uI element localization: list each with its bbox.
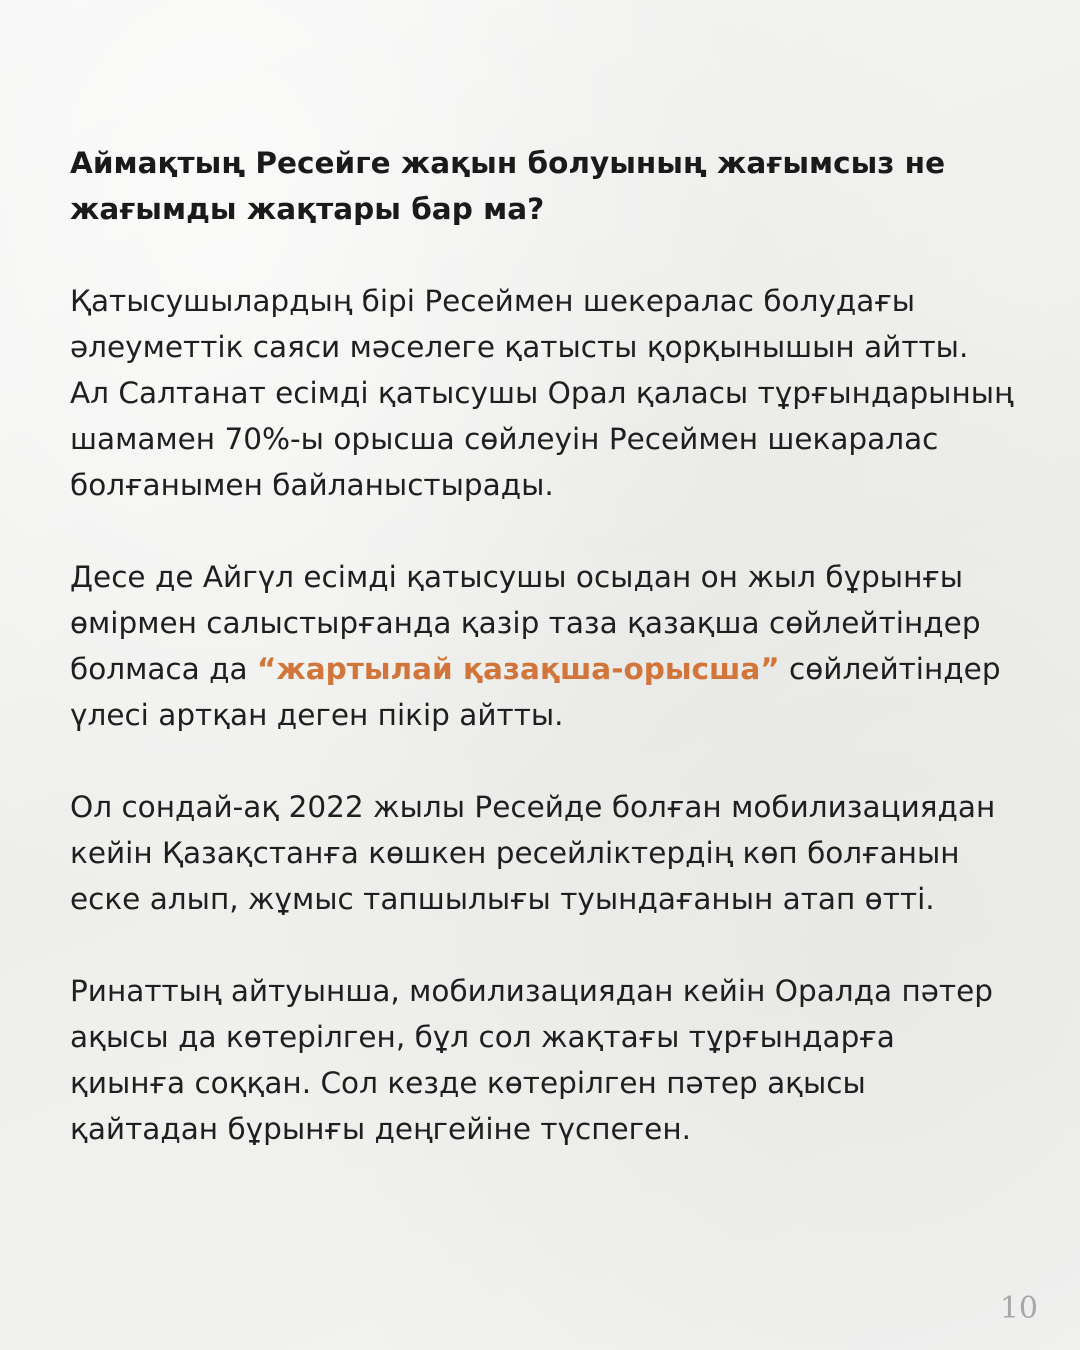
paragraph-2 <box>70 554 1015 738</box>
paragraph-2-text-before: Десе де Айгүл есімді қатысушы осыдан он жыл бұрынғы өмірмен салыстырғанда қазір таза қазақша сөйлейтіндер болмаса да <box>70 560 981 686</box>
paragraph-4: Ринаттың айтуынша, мобилизациядан кейін Оралда пәтер ақысы да көтерілген, бұл сол жақтағы тұрғындарға қиынға соққан. Сол кезде көтерілген пәтер ақысы қайтадан бұрынғы деңгейіне түспеген. <box>70 974 993 1146</box>
paragraph-1: Қатысушылардың бірі Ресеймен шекералас болудағы әлеуметтік саяси мәселеге қатысты қорқынышын айтты. Ал Салтанат есімді қатысушы Орал қаласы тұрғындарының шамамен 70%-ы орысша сөйлеуін Ресеймен шекаралас болғанымен байланыстырады. <box>70 284 1014 502</box>
section-heading: Аймақтың Ресейге жақын болуының жағымсыз не жағымды жақтары бар ма? <box>70 146 946 226</box>
page-number: 10 <box>999 1291 1038 1326</box>
paragraph-2-text-after: сөйлейтіндер үлесі артқан деген пікір айтты. <box>70 652 1001 732</box>
highlighted-quote: “жартылай қазақша-орысша” <box>256 652 780 686</box>
article-body <box>70 140 1015 1152</box>
paragraph-3: Ол сондай-ақ 2022 жылы Ресейде болған мобилизациядан кейін Қазақстанға көшкен ресейліктердің көп болғанын еске алып, жұмыс тапшылығы туындағанын атап өтті. <box>70 790 996 916</box>
